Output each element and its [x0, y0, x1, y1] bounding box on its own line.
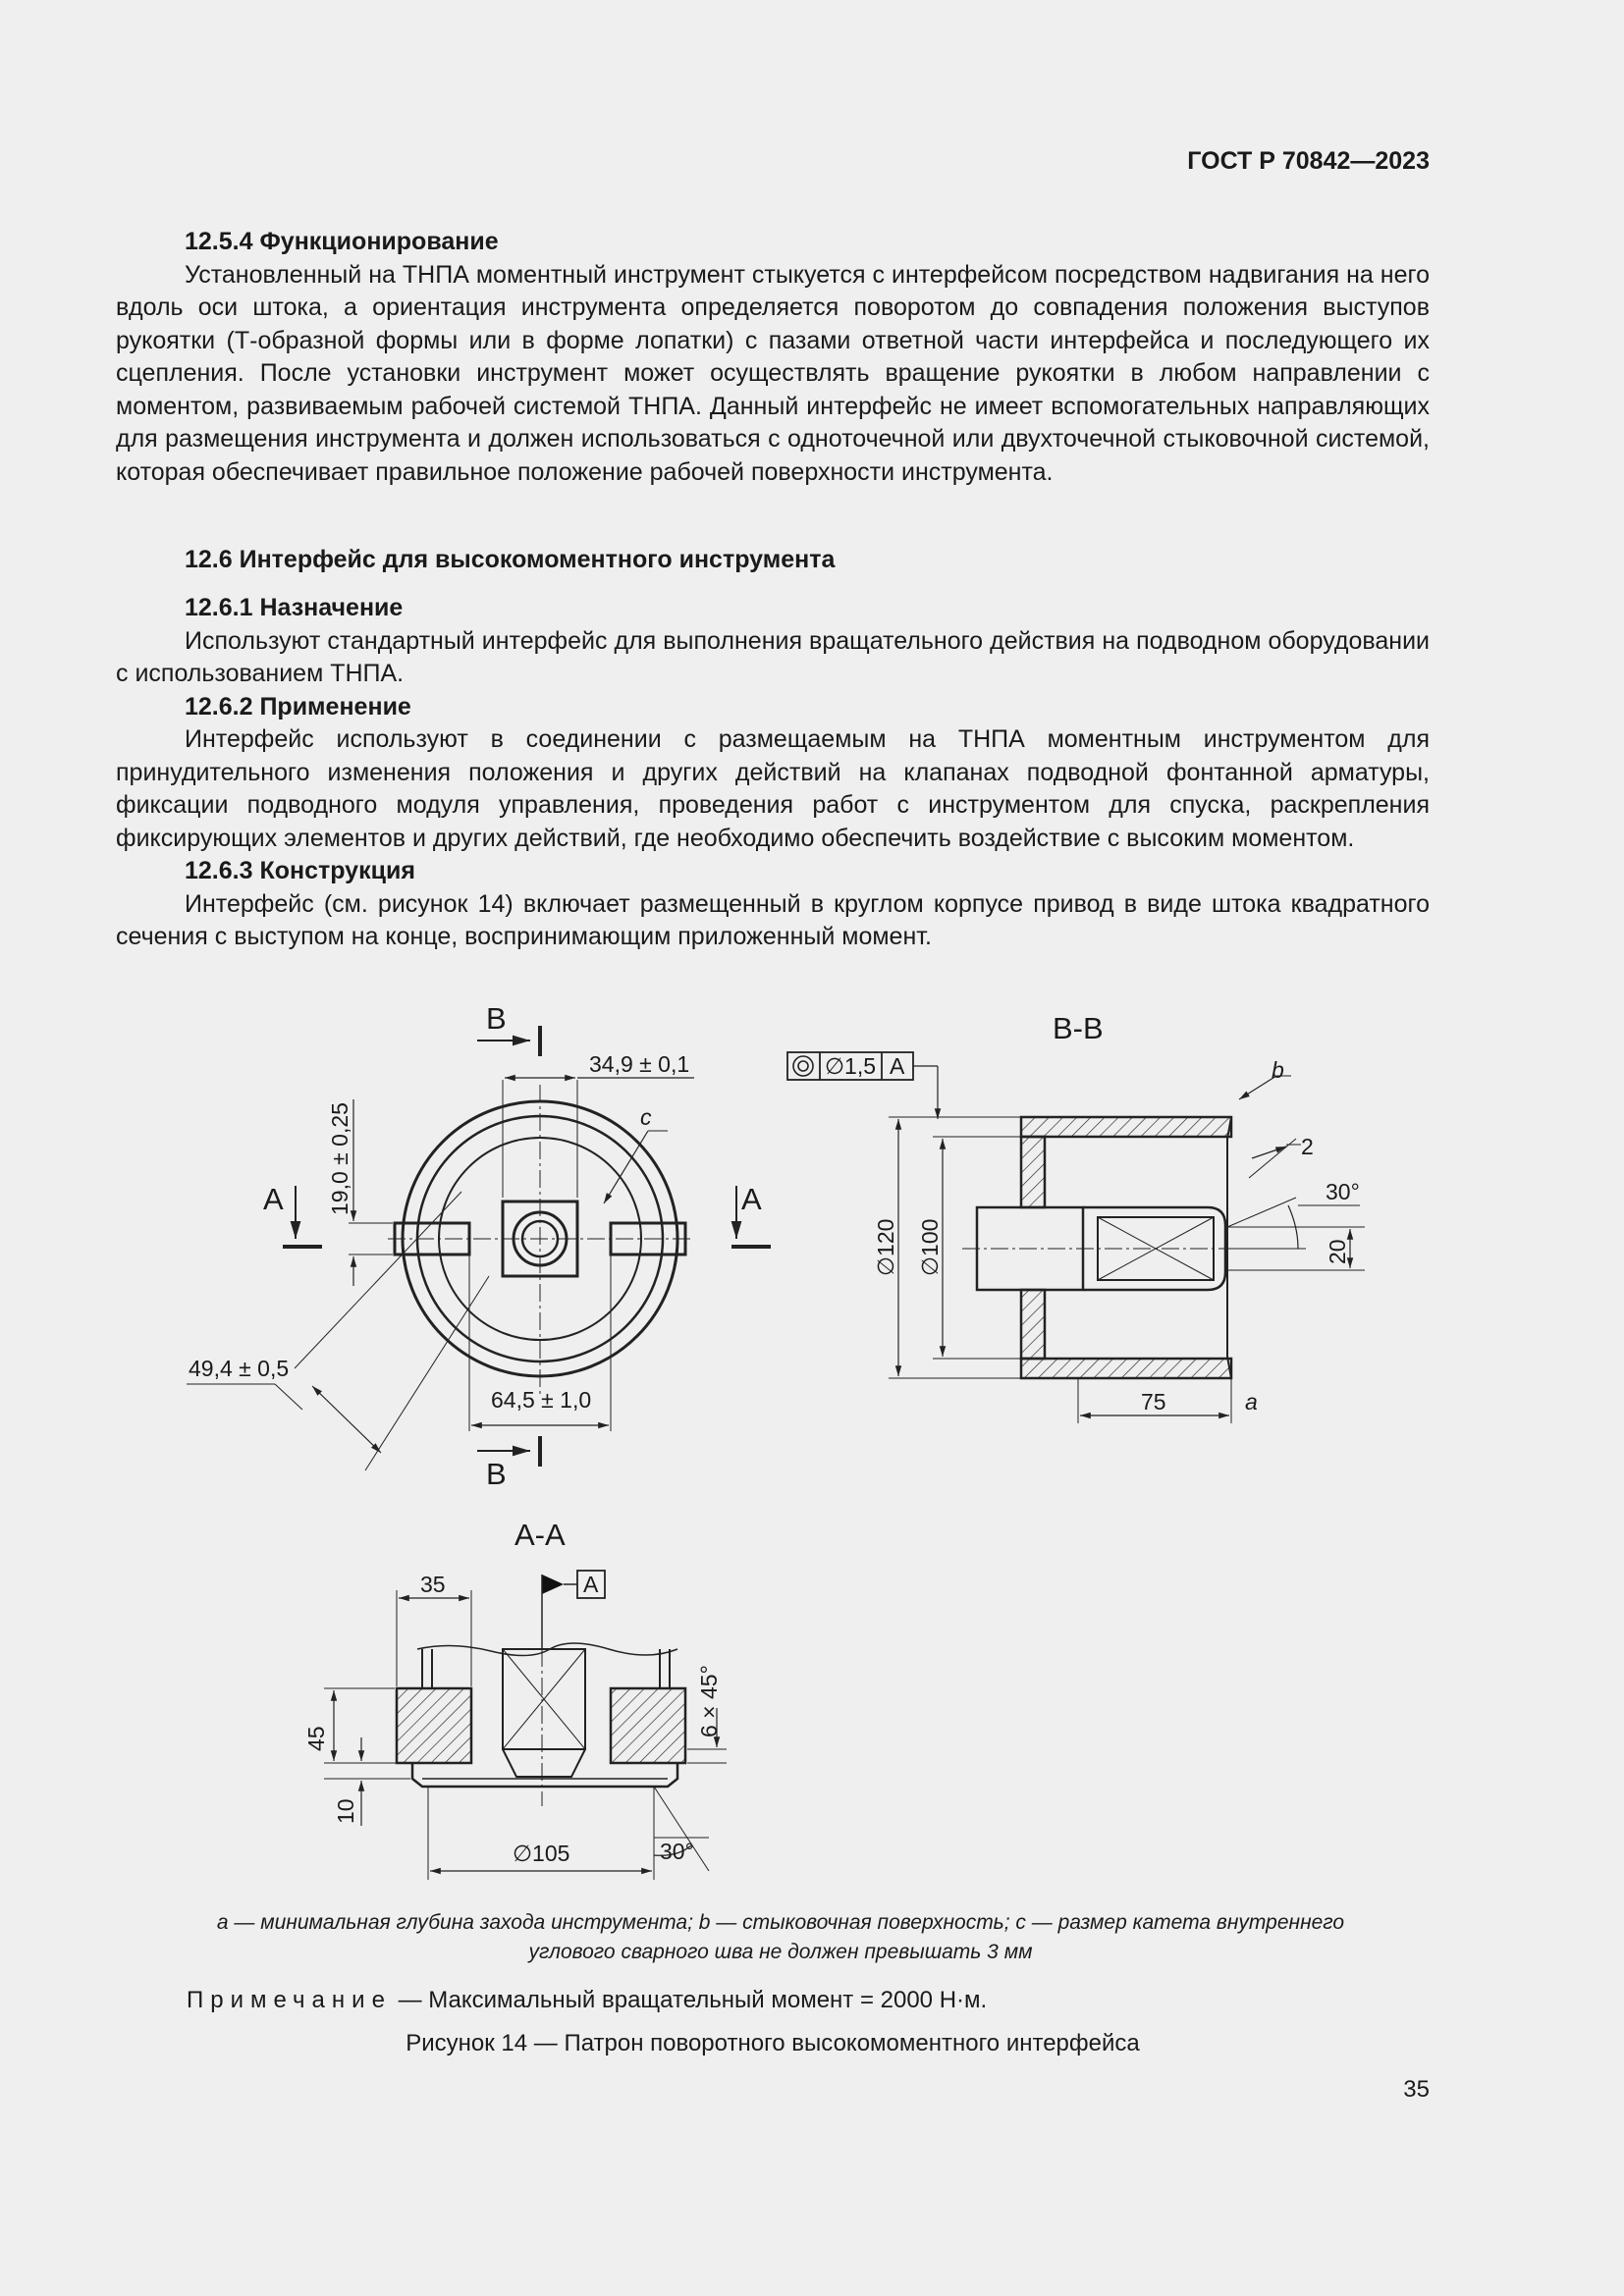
section-a-left-label: А: [263, 1182, 284, 1216]
dim-30deg-label: 30°: [1326, 1179, 1360, 1204]
datum-a-label: А: [583, 1572, 599, 1597]
section-b-bottom-label: В: [486, 1457, 507, 1491]
dim-chamfer-label: 6 × 45°: [696, 1665, 722, 1737]
dim-35-label: 35: [420, 1572, 446, 1597]
section-paragraph: Интерфейс используют в соединении с размещаемым на ТНПА моментным инструментом для принудительного изменения положения и других действий на клапанах подводной фонтанной арматуры, фиксации подводного модуля управления, проведения работ с инструментом для спуска, раскрепления фиксирующих элементов и других действий, где необходимо обеспечить воздействие с высоким моментом.: [116, 725, 1430, 852]
label-b: b: [1272, 1057, 1284, 1083]
section-a-right-label: А: [741, 1182, 762, 1216]
view-bb-labels: [825, 1011, 1360, 1415]
view-aa-title: А-А: [514, 1518, 566, 1552]
dim-10-label: 10: [333, 1798, 358, 1824]
note-label: Примечание: [187, 1987, 392, 2013]
label-c: c: [640, 1104, 652, 1130]
dim-75-label: 75: [1141, 1389, 1166, 1415]
section-heading: 12.5.4 Функционирование: [185, 228, 499, 255]
note-text: — Максимальный вращательный момент = 2000 Н·м.: [391, 1987, 988, 2013]
dim-d100-label: ∅100: [917, 1218, 943, 1276]
section-heading: 12.6.2 Применение: [185, 692, 411, 721]
section-paragraph: Используют стандартный интерфейс для выполнения вращательного действия на подводном оборудовании с использованием ТНПА.: [116, 626, 1430, 687]
dim-width-label: 34,9 ± 0,1: [589, 1051, 690, 1077]
tolerance-value: ∅1,5: [825, 1053, 877, 1079]
dim-height-label: 19,0 ± 0,25: [327, 1102, 352, 1215]
dim-45-label: 45: [303, 1726, 329, 1751]
figure-legend: а — минимальная глубина захода инструмента; b — стыковочная поверхность; с — размер катета внутреннего углового сварного шва не должен превышать 3 мм: [216, 1911, 1345, 1963]
dim-d105-label: ∅105: [513, 1841, 570, 1866]
tolerance-datum: А: [890, 1053, 905, 1079]
dim-diag-label: 49,4 ± 0,5: [189, 1356, 290, 1381]
section-b-top-label: В: [486, 1001, 507, 1036]
section-paragraph: Интерфейс (см. рисунок 14) включает размещенный в круглом корпусе привод в виде штока квадратного сечения с выступом на конце, воспринимающим приложенный момент.: [116, 889, 1430, 950]
document-header-id: ГОСТ Р 70842—2023: [1187, 147, 1430, 175]
dim-2-label: 2: [1301, 1134, 1314, 1159]
section-paragraph: Установленный на ТНПА моментный инструмент стыкуется с интерфейсом посредством надвигания на него вдоль оси штока, а ориентация инструмента определяется поворотом до совпадения положения выступов рукоятки (Т-образной формы или в форме лопатки) с пазами ответной части интерфейса и последующего их сцепления. После установки инструмент может осуществлять вращение рукоятки в любом направлении с моментом, развиваемым рабочей системой ТНПА. Данный интерфейс не имеет вспомогательных направляющих для размещения инструмента и должен использоваться с одноточечной или двухточечной стыковочной системой, которая обеспечивает правильное положение рабочей поверхности инструмента.: [116, 260, 1430, 486]
dim-inner-label: 64,5 ± 1,0: [491, 1387, 592, 1413]
view-aa: [324, 1571, 727, 1880]
dim-20-label: 20: [1325, 1239, 1350, 1264]
view-bb-title: В-В: [1053, 1011, 1104, 1045]
dim-d120-label: ∅120: [873, 1218, 898, 1276]
section-heading: 12.6.3 Конструкция: [185, 857, 415, 884]
top-view: [187, 1026, 771, 1470]
page-number: 35: [1403, 2076, 1430, 2103]
section-heading: 12.6 Интерфейс для высокомоментного инструмента: [185, 546, 836, 573]
section-heading: 12.6.1 Назначение: [185, 594, 404, 621]
figure-caption: Рисунок 14 — Патрон поворотного высокомоментного интерфейса: [406, 2030, 1140, 2056]
dim-30deg-aa-label: 30°: [660, 1839, 694, 1864]
figure-note: [187, 1987, 987, 2014]
label-a: a: [1245, 1389, 1258, 1415]
